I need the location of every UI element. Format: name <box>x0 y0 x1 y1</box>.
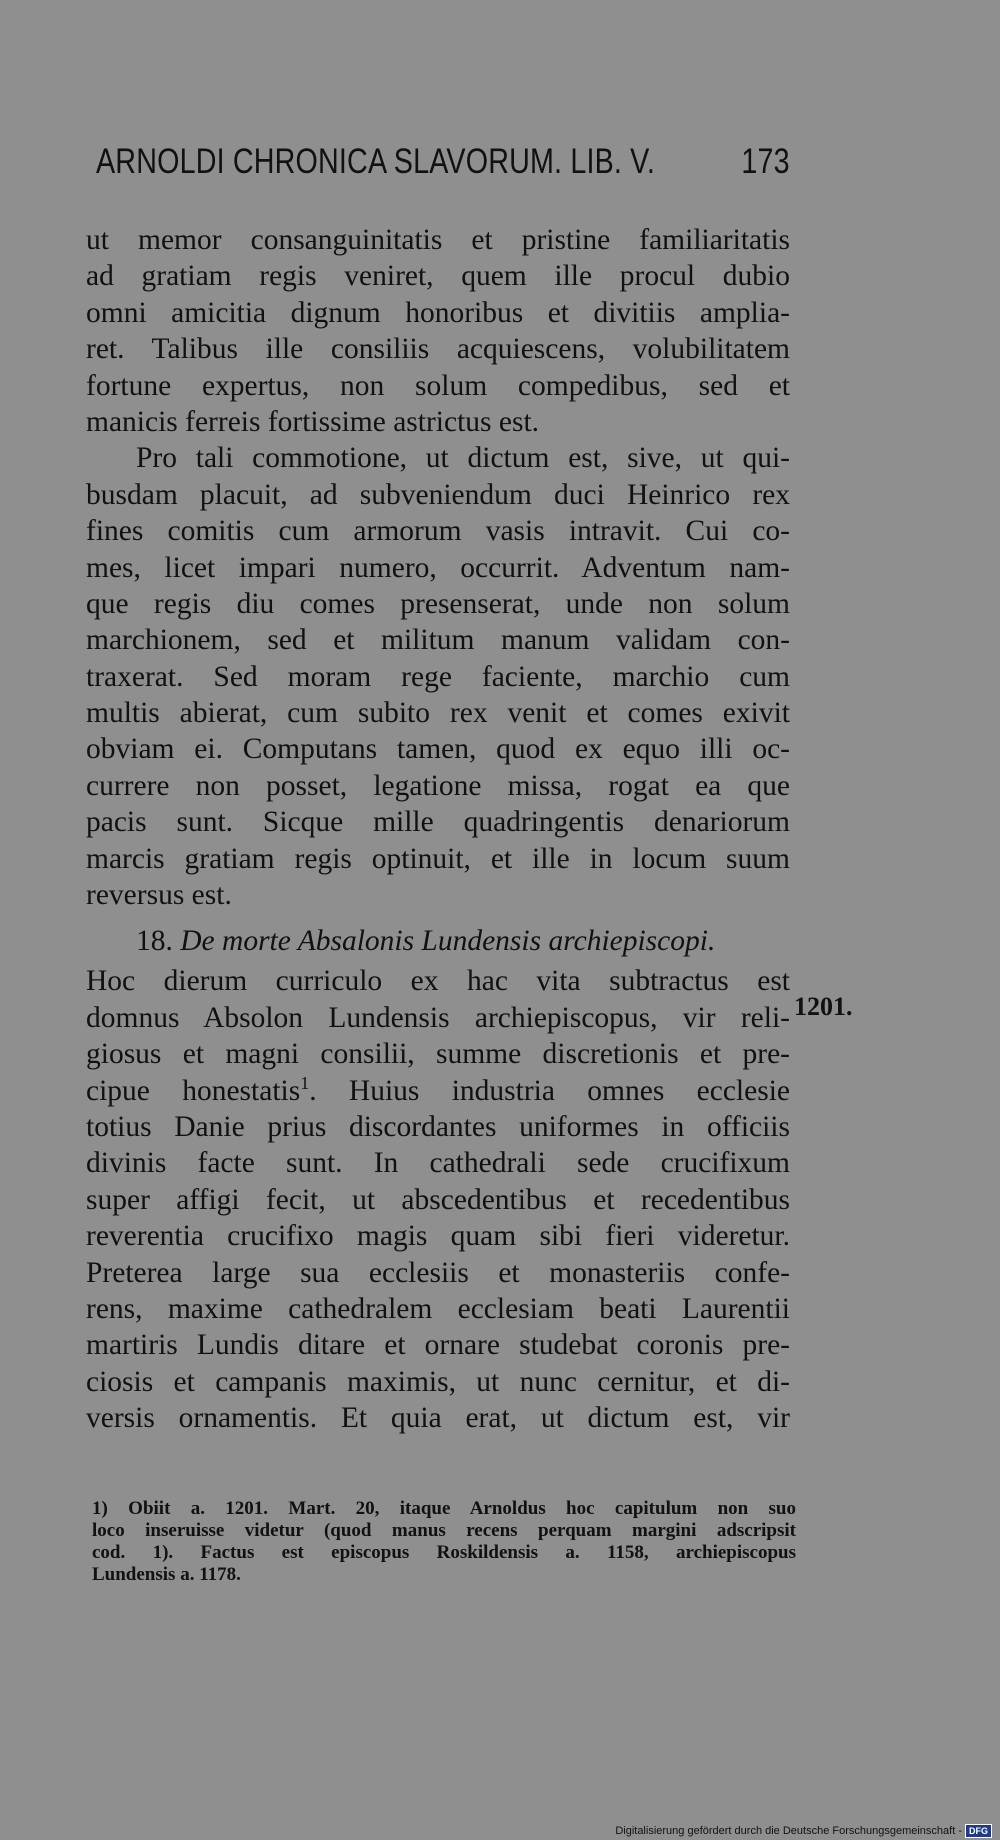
text-line: totius Danie prius discordantes uniformes in officiis <box>86 1110 790 1143</box>
text-line: reverentia crucifixo magis quam sibi fieri videretur. <box>86 1220 790 1253</box>
text-line: omni amicitia dignum honoribus et divitiis amplia- <box>86 296 790 329</box>
text-line: reversus est. <box>86 879 232 912</box>
text-line: super affigi fecit, ut abscedentibus et recedentibus <box>86 1183 790 1216</box>
footnote-mark: 1 <box>300 1072 310 1093</box>
footnote-line: loco inseruisse videtur (quod manus recens perquam margini adscripsit <box>92 1520 796 1541</box>
paragraph <box>86 222 790 440</box>
text-line: fines comitis cum armorum vasis intravit. Cui co- <box>86 515 790 548</box>
text-line: Preterea large sua ecclesiis et monasteriis confe- <box>86 1256 790 1289</box>
running-title: ARNOLDI CHRONICA SLAVORUM. LIB. V. <box>96 142 655 181</box>
text-span: cipue honestatis <box>86 1074 301 1107</box>
text-line: versis ornamentis. Et quia erat, ut dictum est, vir <box>86 1402 790 1435</box>
text-line: currere non posset, legatione missa, rogat ea que <box>86 769 790 802</box>
credit-text: Digitalisierung gefördert durch die Deutsche Forschungsgemeinschaft - <box>615 1825 962 1837</box>
main-text <box>86 222 790 1437</box>
text-line: ad gratiam regis veniret, quem ille procul dubio <box>86 260 790 293</box>
text-line: ut memor consanguinitatis et pristine familiaritatis <box>86 224 790 256</box>
text-line: divinis facte sunt. In cathedrali sede crucifixum <box>86 1147 790 1180</box>
text-line: giosus et magni consilii, summe discretionis et pre- <box>86 1038 790 1071</box>
text-line: marchionem, sed et militum manum validam con- <box>86 624 790 657</box>
running-head <box>96 142 790 182</box>
margin-year: 1201. <box>794 992 853 1021</box>
text-line: obviam ei. Computans tamen, quod ex equo illi oc- <box>86 733 790 766</box>
text-line: Pro tali commotione, ut dictum est, sive, ut qui- <box>136 442 790 475</box>
text-line-with-footnote-mark <box>86 1073 790 1109</box>
page-number: 173 <box>741 142 790 181</box>
text-line: ciosis et campanis maximis, ut nunc cernitur, et di- <box>86 1365 790 1398</box>
text-line: manicis ferreis fortissime astrictus est. <box>86 405 540 438</box>
text-line: busdam placuit, ad subveniendum duci Heinrico rex <box>86 478 790 511</box>
text-line: que regis diu comes presenserat, unde non solum <box>86 587 790 620</box>
text-line: traxerat. Sed moram rege faciente, marchio cum <box>86 660 790 693</box>
footnote-line: cod. 1). Factus est episcopus Roskildensis a. 1158, archiepiscopus <box>92 1542 796 1563</box>
dfg-logo: DFG <box>965 1824 992 1838</box>
chapter-heading <box>86 923 790 963</box>
text-line: domnus Absolon Lundensis archiepiscopus, vir reli- <box>86 1001 790 1034</box>
chapter-title: De morte Absalonis Lundensis archiepiscopi. <box>180 925 716 958</box>
text-line: pacis sunt. Sicque mille quadringentis denariorum <box>86 806 790 839</box>
footnotes <box>92 1498 796 1586</box>
text-line: martiris Lundis ditare et ornare studebat coronis pre- <box>86 1329 790 1362</box>
text-line: marcis gratiam regis optinuit, et ille in locum suum <box>86 842 790 875</box>
text-line: multis abierat, cum subito rex venit et comes exivit <box>86 697 790 730</box>
paragraph <box>86 963 790 1436</box>
chapter-number: 18. <box>136 925 173 958</box>
footnote-line: 1) Obiit a. 1201. Mart. 20, itaque Arnoldus hoc capitulum non suo <box>92 1498 796 1519</box>
paragraph <box>86 440 790 913</box>
text-line: ret. Talibus ille consiliis acquiescens, volubilitatem <box>86 333 790 366</box>
text-line: mes, licet impari numero, occurrit. Adventum nam- <box>86 551 790 584</box>
text-line: rens, maxime cathedralem ecclesiam beati Laurentii <box>86 1292 790 1325</box>
footnote-line: Lundensis a. 1178. <box>92 1564 241 1585</box>
text-line: Hoc dierum curriculo ex hac vita subtractus est <box>86 965 790 998</box>
digitization-credit <box>615 1824 992 1838</box>
text-span: . Huius industria omnes ecclesie <box>309 1074 790 1107</box>
text-line: fortune expertus, non solum compedibus, sed et <box>86 369 790 402</box>
